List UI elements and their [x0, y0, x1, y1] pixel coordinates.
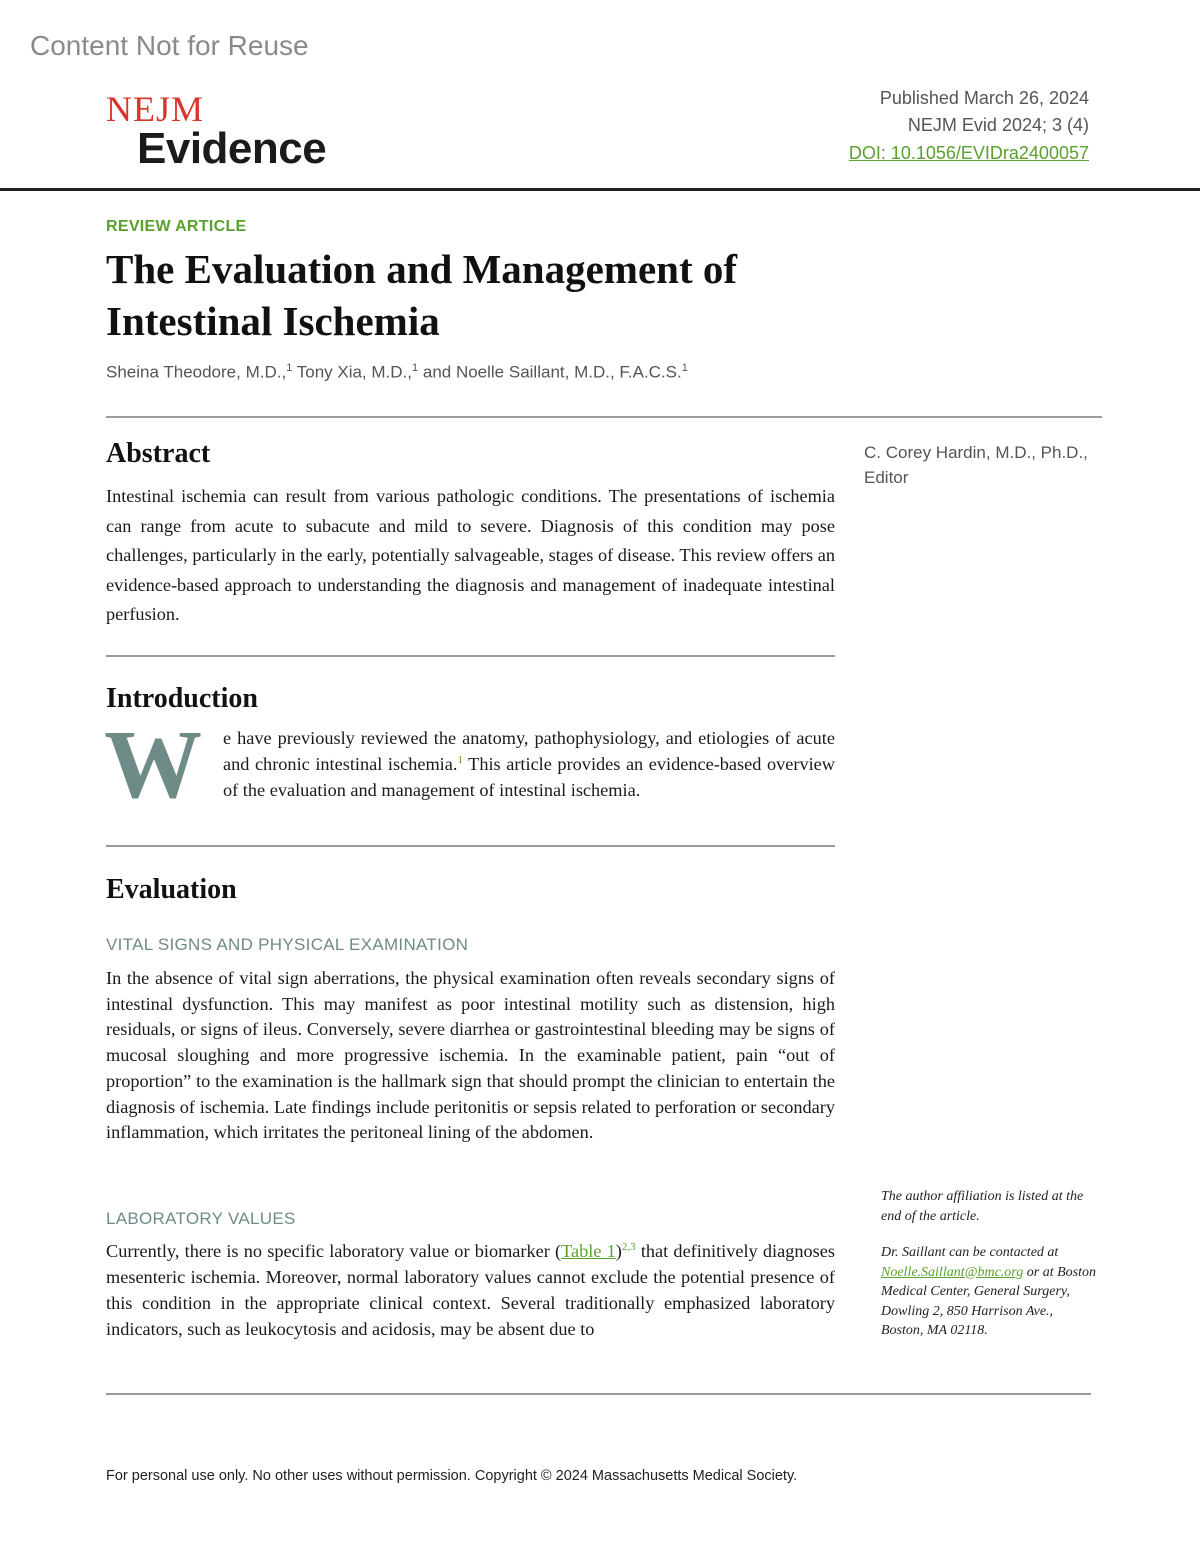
journal-citation: NEJM Evid 2024; 3 (4) [907, 115, 1089, 135]
affiliation-note: The author affiliation is listed at the end of the article. [881, 1189, 1084, 1224]
header-divider [0, 188, 1200, 191]
editor-role: Editor [864, 468, 909, 487]
lab-text-part: ) [615, 1241, 622, 1261]
reference-link[interactable]: 1 [457, 753, 463, 766]
author-name: and Noelle Saillant, M.D., F.A.C.S. [422, 362, 682, 382]
author-name: Sheina Theodore, M.D., [106, 362, 287, 382]
contact-email-link[interactable]: Noelle.Saillant@bmc.org [881, 1264, 1024, 1280]
table-1-link[interactable]: Table 1 [561, 1241, 616, 1261]
intro-text-part: e have previously reviewed the anatomy, pathophysiology, and etiologies of acute and chronic intestinal ischemia. [223, 728, 835, 774]
contact-note [881, 1243, 1096, 1341]
author-name: Tony Xia, M.D., [296, 362, 412, 382]
introduction-text [223, 725, 835, 803]
abstract-text: Intestinal ischemia can result from various pathologic conditions. The presentations of ischemia can range from acute to subacute and mild to severe. Diagnosis of this condition may pose challenges, particularly in the early, potentially salvageable, stages of disease. This review offers an evidence-based approach to understanding the diagnosis and management of inadequate intestinal perfusion. [106, 486, 835, 624]
watermark: Content Not for Reuse [30, 30, 309, 61]
author-affiliation-ref: 1 [286, 362, 293, 374]
contact-text: or at Boston Medical Center, General Surgery, Dowling 2, 850 Harrison Ave., Boston, MA 02118. [881, 1264, 1096, 1338]
contact-text: Dr. Saillant can be contacted at [881, 1245, 1059, 1260]
editor-credit [864, 440, 1114, 490]
editor-name: C. Corey Hardin, M.D., Ph.D., [864, 443, 1088, 462]
intro-text-part: This article provides an evidence-based overview of the evaluation and management of intestinal ischemia. [223, 754, 835, 800]
introduction-heading: Introduction [106, 683, 258, 714]
drop-cap: W [104, 711, 202, 819]
vital-signs-text: In the absence of vital sign aberrations, the physical examination often reveals secondary signs of intestinal dysfunction. This may manifest as poor intestinal motility such as distension, high residuals, or signs of ileus. Conversely, severe diarrhea or gastrointestinal bleeding may be signs of mucosal sloughing and more progressive ischemia. In the examinable patient, pain “out of proportion” to the examination is the hallmark sign that should prompt the clinician to entertain the diagnosis of ischemia. Late findings include peritonitis or sepsis related to perforation or secondary inflammation, which irritates the peritoneal lining of the abdomen. [106, 968, 835, 1143]
doi-link[interactable]: DOI: 10.1056/EVIDra2400057 [848, 143, 1089, 163]
section-divider [106, 655, 835, 657]
published-date: Published March 26, 2024 [879, 88, 1089, 108]
evaluation-heading: Evaluation [106, 874, 237, 905]
abstract-heading: Abstract [106, 438, 211, 469]
vital-signs-subheading: VITAL SIGNS AND PHYSICAL EXAMINATION [106, 935, 469, 954]
section-divider [106, 845, 835, 847]
footer-divider [106, 1393, 1091, 1395]
laboratory-values-subheading: LABORATORY VALUES [106, 1209, 296, 1228]
author-list [106, 362, 688, 383]
reference-link[interactable]: 2,3 [621, 1240, 636, 1253]
evidence-logo[interactable]: Evidence [137, 124, 327, 173]
copyright-footer: For personal use only. No other uses without permission. Copyright © 2024 Massachusetts Medical Society. [106, 1468, 798, 1484]
nejm-logo[interactable]: NEJM [106, 89, 205, 129]
section-divider [106, 416, 1102, 418]
author-affiliation-ref: 1 [681, 362, 688, 374]
article-type-label: REVIEW ARTICLE [106, 218, 247, 235]
laboratory-values-text [106, 1238, 835, 1342]
author-affiliation-ref: 1 [412, 362, 419, 374]
article-title: The Evaluation and Management of Intestinal Ischemia [106, 246, 737, 344]
lab-text-part: that definitively diagnoses mesenteric ischemia. Moreover, normal laboratory values cannot exclude the potential presence of this condition in the appropriate clinical context. Several traditionally emphasized laboratory indicators, such as leukocytosis and acidosis, may be absent due to [106, 1241, 835, 1339]
lab-text-part: Currently, there is no specific laboratory value or biomarker ( [106, 1241, 562, 1261]
